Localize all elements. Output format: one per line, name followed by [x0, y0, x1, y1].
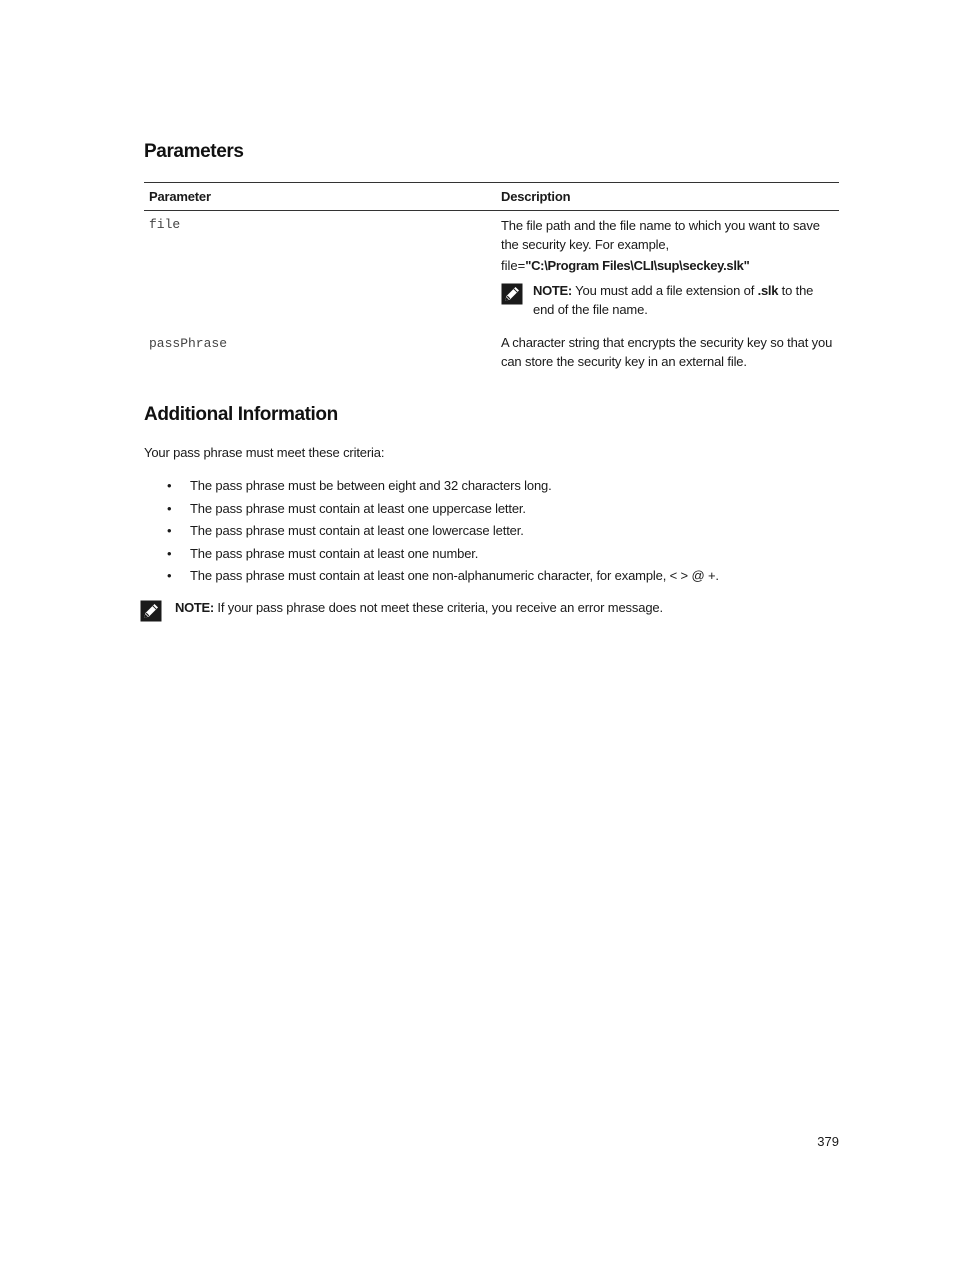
list-item: [144, 544, 719, 567]
column-header-parameter: Parameter: [144, 183, 496, 211]
bullet: •: [167, 500, 172, 516]
example-prefix: file=: [501, 258, 526, 273]
note-label: NOTE:: [533, 283, 572, 298]
criteria-text: The pass phrase must contain at least one lowercase letter.: [190, 523, 524, 539]
note-before: You must add a file extension of: [571, 283, 758, 298]
criteria-text: The pass phrase must contain at least one non-alphanumeric character, for example, < > @ +.: [190, 568, 719, 584]
parameter-description-passphrase: A character string that encrypts the security key so that you can store the security key in an external file.: [501, 335, 833, 369]
parameters-table: [144, 182, 839, 371]
table-row: [144, 319, 839, 371]
parameter-description-file: The file path and the file name to which you want to save the security key. For example,: [501, 218, 820, 252]
passphrase-note-text: [175, 600, 663, 615]
passphrase-note: [140, 600, 663, 622]
criteria-intro: Your pass phrase must meet these criteria:: [144, 445, 385, 460]
file-note-text: [533, 281, 834, 319]
list-item: [144, 566, 719, 589]
list-item: [144, 499, 719, 522]
parameter-name-passphrase: passPhrase: [149, 336, 228, 351]
bullet: •: [167, 568, 172, 584]
list-item: [144, 476, 719, 499]
note-extension: .slk: [757, 283, 779, 298]
table-row: [144, 211, 839, 320]
bullet: •: [167, 478, 172, 493]
note-after: to the end of the file name.: [533, 283, 814, 317]
criteria-text: The pass phrase must contain at least one number.: [190, 545, 479, 561]
parameters-heading: Parameters: [144, 141, 244, 162]
page-number: 379: [817, 1134, 839, 1149]
file-note: [501, 281, 834, 319]
file-example: [501, 256, 834, 275]
pencil-note-icon: [501, 283, 523, 305]
bullet: •: [167, 545, 172, 561]
bullet: •: [167, 523, 172, 539]
list-item: [144, 521, 719, 544]
note-label: NOTE:: [175, 600, 214, 615]
criteria-list: [144, 476, 719, 589]
additional-information-heading: Additional Information: [144, 404, 338, 425]
criteria-text: The pass phrase must be between eight and 32 characters long.: [190, 478, 552, 493]
pencil-note-icon: [140, 600, 162, 622]
example-path: "C:\Program Files\CLI\sup\seckey.slk": [525, 258, 750, 273]
criteria-text: The pass phrase must contain at least one uppercase letter.: [190, 500, 526, 516]
note-body: If your pass phrase does not meet these criteria, you receive an error message.: [213, 600, 663, 615]
table-header-row: [144, 183, 839, 211]
column-header-description: Description: [496, 183, 839, 211]
parameter-name-file: file: [149, 217, 181, 232]
